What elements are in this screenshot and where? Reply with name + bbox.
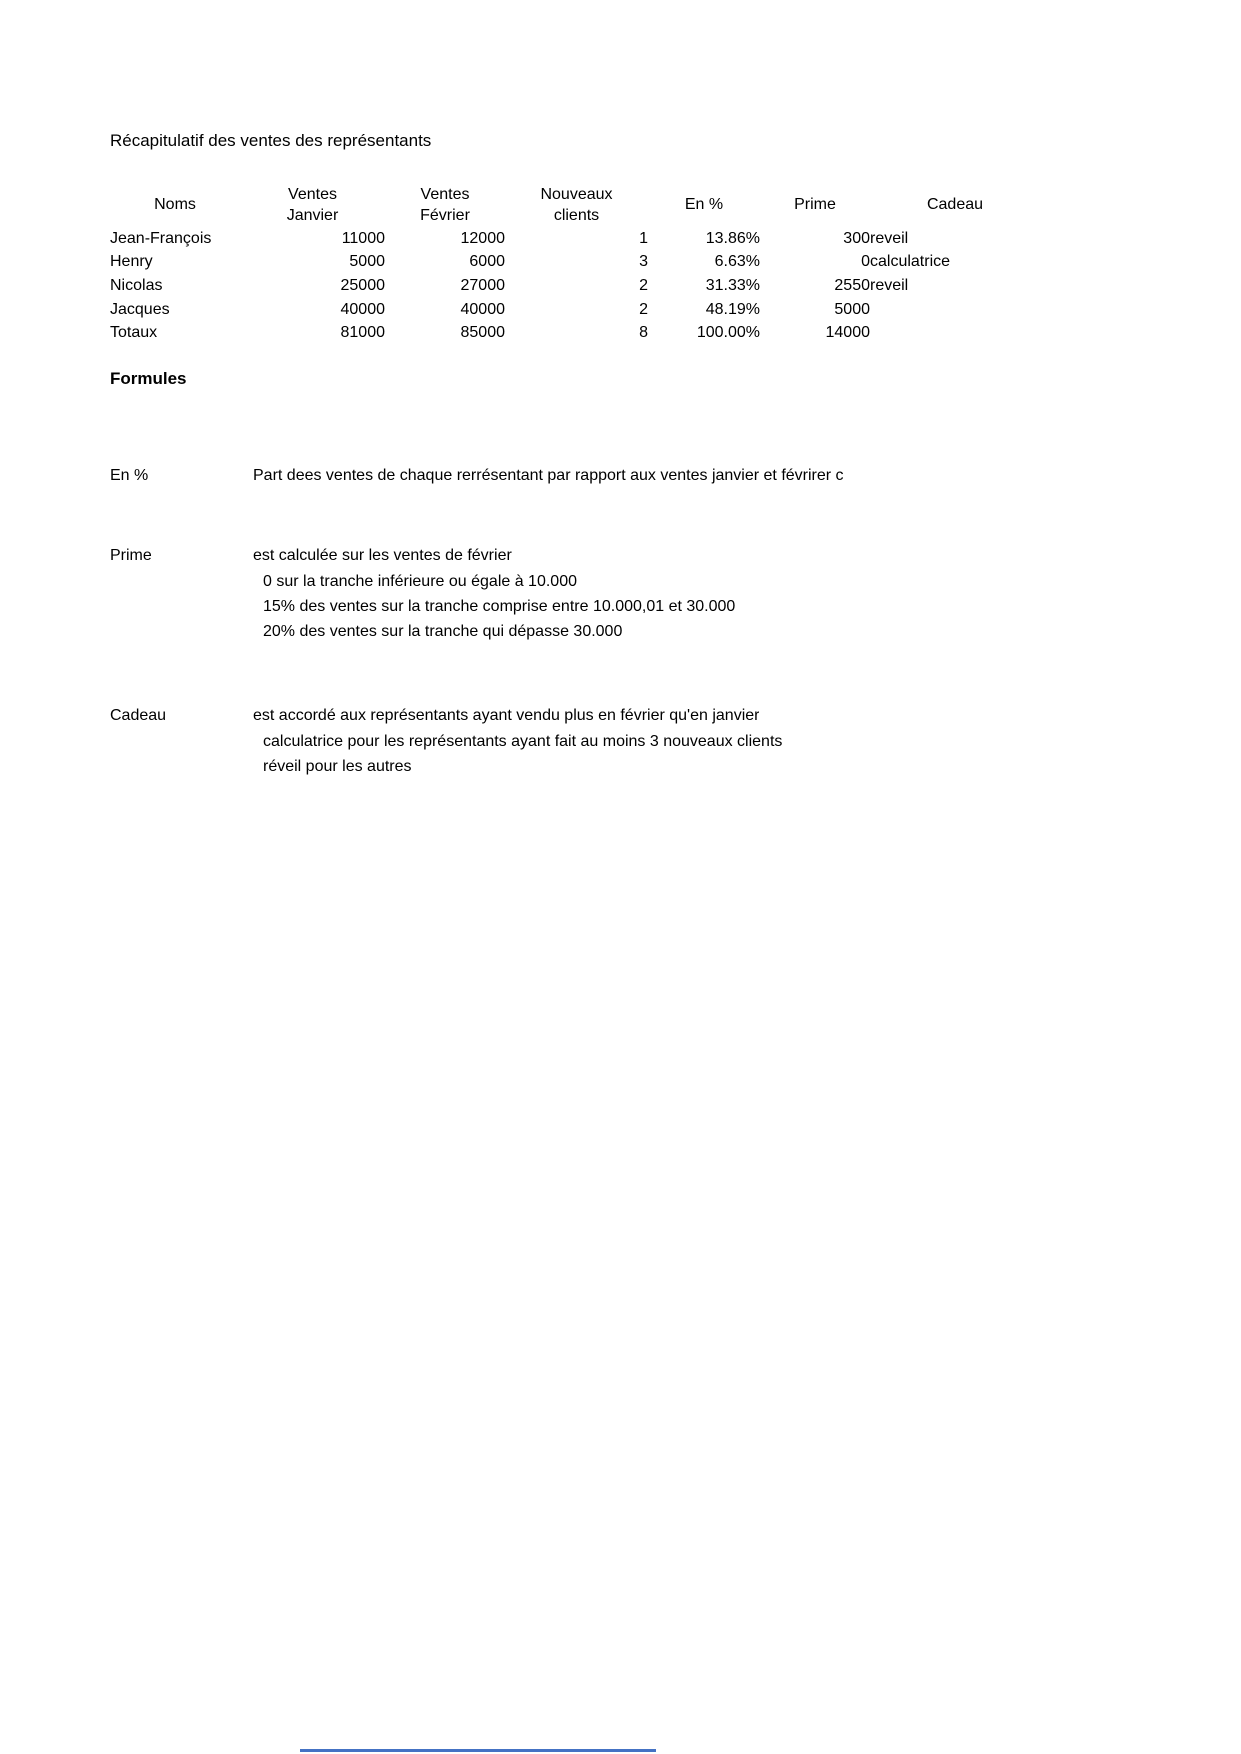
header-ventes-janvier: Ventes Janvier — [286, 185, 339, 224]
cell-janvier: 25000 — [340, 276, 385, 294]
cell-pct: 100.00% — [696, 324, 760, 342]
cell-clients: 1 — [639, 229, 648, 247]
cell-prime: 14000 — [825, 324, 870, 342]
cell-pct: 48.19% — [705, 300, 760, 318]
cell-janvier: 5000 — [349, 253, 385, 271]
cell-janvier: 81000 — [340, 324, 385, 342]
footer-rule — [300, 1749, 656, 1752]
cell-fevrier: 40000 — [460, 300, 505, 318]
formula-text-cadeau-1: est accordé aux représentants ayant vendu plus en février qu'en janvier — [253, 707, 760, 724]
cell-prime: 0 — [861, 253, 870, 271]
page-title: Récapitulatif des ventes des représentants — [110, 131, 432, 150]
cell-nom: Totaux — [110, 324, 158, 342]
cell-clients: 8 — [639, 324, 648, 342]
cell-pct: 13.86% — [705, 229, 760, 247]
cell-clients: 2 — [639, 300, 648, 318]
formula-text-prime-3: 15% des ventes sur la tranche comprise entre 10.000,01 et 30.000 — [263, 598, 736, 615]
formula-text-prime-1: est calculée sur les ventes de février — [253, 547, 512, 564]
formula-text-prime-4: 20% des ventes sur la tranche qui dépasse 30.000 — [263, 623, 623, 640]
cell-clients: 3 — [639, 253, 648, 271]
cell-pct: 31.33% — [705, 276, 760, 294]
cell-cadeau: reveil — [870, 276, 909, 294]
cell-nom: Nicolas — [110, 276, 163, 294]
formula-label-cadeau: Cadeau — [110, 707, 167, 724]
table-row — [110, 227, 1040, 251]
cell-cadeau — [870, 298, 1040, 322]
header-prime: Prime — [794, 196, 836, 213]
header-cadeau: Cadeau — [926, 196, 984, 213]
formula-text-cadeau-3: réveil pour les autres — [263, 758, 412, 775]
formules-heading: Formules — [110, 369, 187, 388]
formula-label-prime: Prime — [110, 547, 152, 564]
cell-pct: 6.63% — [714, 253, 760, 271]
formula-text-cadeau-2: calculatrice pour les représentants ayant fait au moins 3 nouveaux clients — [263, 733, 783, 750]
cell-prime: 300 — [843, 229, 870, 247]
header-noms: Noms — [154, 196, 196, 213]
header-ventes-fevrier: Ventes Février — [420, 185, 470, 224]
header-nouveaux-clients: Nouveaux clients — [540, 185, 613, 224]
table-header-row — [110, 182, 1040, 227]
formula-text-en-pct: Part dees ventes de chaque rerrésentant par rapport aux ventes janvier et févrirer c — [253, 467, 844, 484]
cell-janvier: 40000 — [340, 300, 385, 318]
cell-cadeau: reveil — [870, 229, 909, 247]
cell-janvier: 11000 — [341, 229, 385, 247]
cell-cadeau — [870, 321, 1040, 345]
cell-fevrier: 85000 — [460, 324, 505, 342]
cell-clients: 2 — [639, 276, 648, 294]
cell-nom: Henry — [110, 253, 153, 271]
sales-table — [110, 182, 1040, 345]
cell-prime: 5000 — [834, 300, 870, 318]
table-row — [110, 251, 1040, 275]
cell-fevrier: 12000 — [460, 229, 505, 247]
cell-nom: Jean-François — [110, 229, 212, 247]
formula-text-prime-2: 0 sur la tranche inférieure ou égale à 10.000 — [263, 573, 577, 590]
formula-label-en-pct: En % — [110, 467, 149, 484]
table-row — [110, 298, 1040, 322]
table-row-totals — [110, 321, 1040, 345]
cell-nom: Jacques — [110, 300, 170, 318]
header-en-pct: En % — [684, 196, 724, 213]
cell-prime: 2550 — [834, 276, 870, 294]
cell-fevrier: 6000 — [469, 253, 505, 271]
table-row — [110, 274, 1040, 298]
cell-fevrier: 27000 — [460, 276, 505, 294]
cell-cadeau: calculatrice — [870, 253, 951, 271]
